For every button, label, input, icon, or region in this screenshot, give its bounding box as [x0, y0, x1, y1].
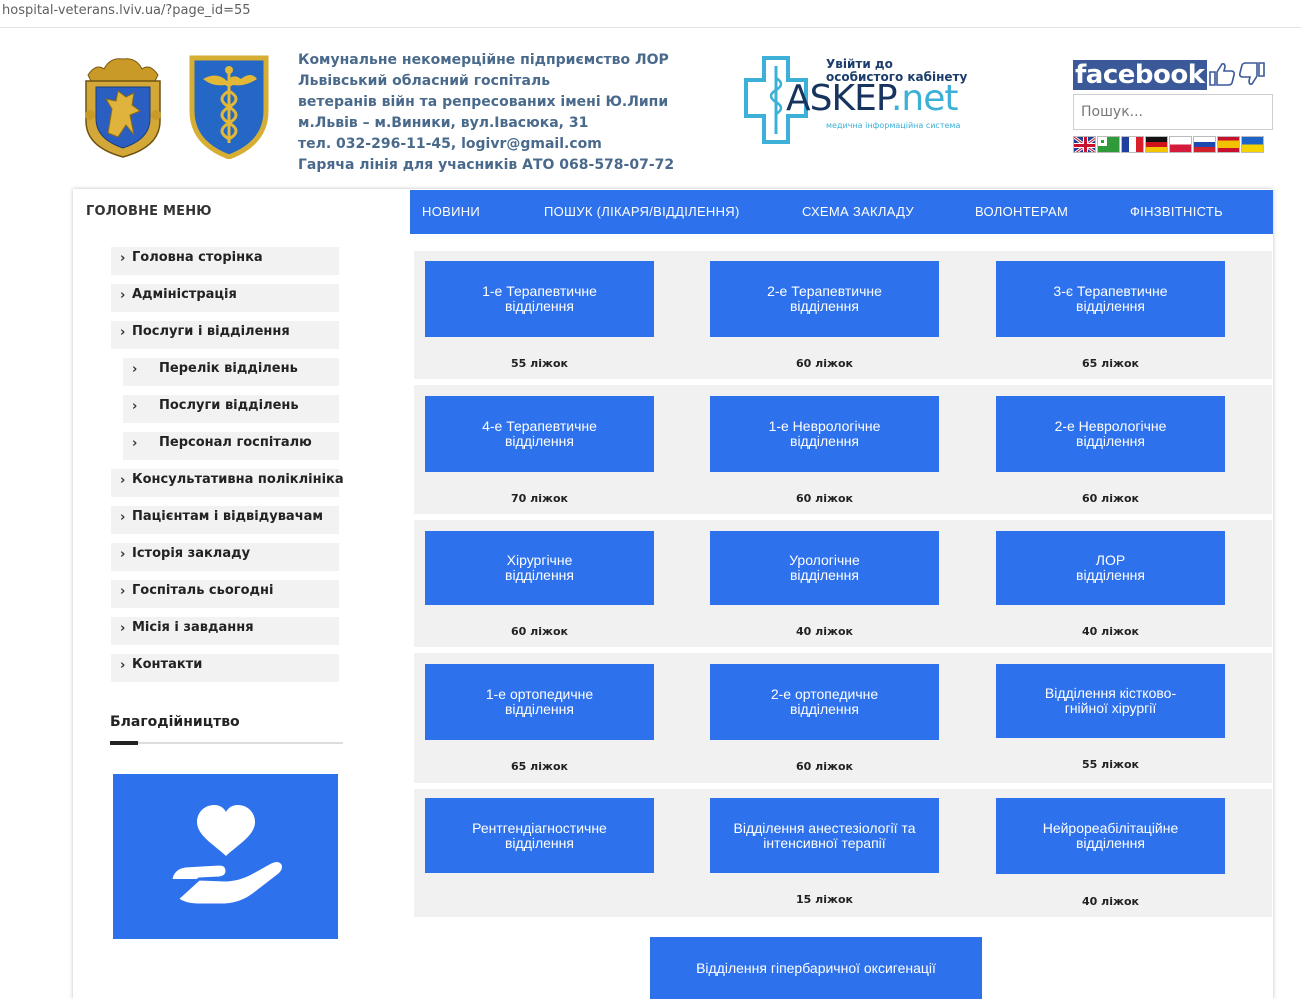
- chevron-right-icon: ›: [120, 658, 126, 673]
- sidebar-item-history[interactable]: [111, 543, 339, 571]
- department-label: Відділення анестезіології та: [733, 819, 916, 836]
- sidebar-item-label: Місія і завдання: [132, 620, 254, 635]
- address-bar[interactable]: [0, 0, 1301, 28]
- chevron-right-icon: ›: [120, 288, 126, 303]
- sidebar-item-label: Послуги відділень: [159, 398, 299, 413]
- bed-count: 40 ліжок: [1082, 625, 1139, 638]
- askep-cabinet-line1: Увійти до: [826, 57, 893, 71]
- bed-count: 15 ліжок: [796, 893, 853, 906]
- sidebar-title: ГОЛОВНЕ МЕНЮ: [86, 204, 212, 219]
- department-button[interactable]: [996, 664, 1225, 738]
- department-label: відділення: [789, 701, 859, 717]
- charity-banner[interactable]: [113, 774, 338, 939]
- department-label: відділення: [504, 298, 574, 314]
- sidebar-item-today[interactable]: [111, 580, 339, 608]
- department-button[interactable]: [425, 531, 654, 605]
- bed-count: 65 ліжок: [1082, 357, 1139, 370]
- facebook-link[interactable]: facebook: [1075, 60, 1205, 90]
- department-button[interactable]: [996, 261, 1225, 337]
- department-button[interactable]: [425, 664, 654, 740]
- sidebar-item-label: Консультативна поліклініка: [132, 472, 344, 487]
- info-line: ветеранів війн та репресованих імені Ю.Липи: [298, 94, 669, 110]
- charity-divider-accent: [110, 741, 138, 745]
- askep-brand-main: ASKEP: [786, 78, 891, 119]
- nav-facility-map[interactable]: СХЕМА ЗАКЛАДУ: [802, 204, 914, 219]
- charity-divider: [110, 742, 343, 744]
- charity-title: Благодійництво: [110, 714, 240, 730]
- top-navigation: [410, 190, 1273, 234]
- department-label: 1-е Терапевтичне: [482, 283, 597, 299]
- chevron-right-icon: ›: [120, 325, 126, 340]
- department-label: відділення: [1076, 433, 1145, 449]
- chevron-right-icon: ›: [120, 510, 126, 525]
- department-button[interactable]: [710, 396, 939, 472]
- sidebar-item-services[interactable]: [111, 321, 339, 349]
- department-label: 1-е Неврологічне: [768, 418, 881, 434]
- department-button[interactable]: [996, 531, 1225, 605]
- sidebar-item-label: Госпіталь сьогодні: [132, 583, 274, 598]
- sidebar-item-home[interactable]: [111, 247, 339, 275]
- flag-pl-icon[interactable]: [1169, 136, 1192, 153]
- department-button[interactable]: [710, 664, 939, 740]
- flag-uk-icon[interactable]: [1241, 136, 1264, 153]
- sidebar-item-label: Контакти: [132, 657, 203, 672]
- heart-in-hand-icon: [113, 774, 338, 939]
- department-label: гнійної хірургії: [1064, 700, 1157, 716]
- department-label: Відділення кістково-: [1044, 685, 1177, 701]
- department-label: 3-є Терапевтичне: [1053, 283, 1168, 299]
- bed-count: 40 ліжок: [796, 625, 853, 638]
- chevron-right-icon: ›: [132, 436, 138, 451]
- sidebar-item-label: Послуги і відділення: [132, 324, 290, 339]
- department-label: 4-е Терапевтичне: [482, 418, 597, 434]
- sidebar-item-patients[interactable]: [111, 506, 339, 534]
- flag-en-icon[interactable]: [1073, 136, 1096, 153]
- bed-count: 70 ліжок: [511, 492, 568, 505]
- department-label: відділення: [504, 433, 574, 449]
- bed-count: 60 ліжок: [796, 760, 853, 773]
- sidebar-item-label: Головна сторінка: [132, 250, 263, 265]
- department-label: Відділення гіпербаричної оксигенації: [696, 960, 936, 976]
- flag-ru-icon[interactable]: [1193, 136, 1216, 153]
- bed-count: 60 ліжок: [796, 492, 853, 505]
- department-button[interactable]: [710, 798, 939, 873]
- sidebar-item-administration[interactable]: [111, 284, 339, 312]
- department-button[interactable]: [710, 531, 939, 605]
- askep-brand: [786, 78, 957, 119]
- department-label: відділення: [790, 433, 859, 449]
- department-label: 2-е ортопедичне: [770, 686, 879, 702]
- sidebar-subitem-department-services[interactable]: [123, 395, 339, 423]
- department-label: відділення: [789, 567, 859, 583]
- bed-count: 40 ліжок: [1082, 895, 1139, 908]
- department-label: відділення: [504, 834, 574, 851]
- url-text: hospital-veterans.lviv.ua/?page_id=55: [2, 3, 251, 18]
- sidebar-item-label: Перелік відділень: [159, 361, 298, 376]
- search-input[interactable]: Пошук...: [1073, 94, 1273, 130]
- oblast-coat-of-arms-icon: [82, 55, 164, 160]
- flag-eo-icon[interactable]: [1097, 136, 1120, 153]
- sidebar-item-label: Історія закладу: [132, 546, 251, 561]
- nav-search-doctor[interactable]: ПОШУК (ЛІКАРЯ/ВІДДІЛЕННЯ): [544, 204, 740, 219]
- thumbs-down-icon[interactable]: [1238, 61, 1266, 92]
- bed-count: 60 ліжок: [1082, 492, 1139, 505]
- sidebar-subitem-staff[interactable]: [123, 432, 339, 460]
- department-label: інтенсивної терапії: [763, 834, 886, 851]
- bed-count: 60 ліжок: [511, 625, 568, 638]
- chevron-right-icon: ›: [132, 362, 138, 377]
- department-label: відділення: [1076, 567, 1145, 583]
- department-button[interactable]: [996, 396, 1225, 472]
- hyperbaric-department-button[interactable]: [650, 937, 982, 999]
- sidebar-item-mission[interactable]: [111, 617, 339, 645]
- language-flags: [1073, 136, 1265, 153]
- department-label: 2-е Неврологічне: [1054, 418, 1167, 434]
- hospital-info: [298, 50, 678, 176]
- department-button[interactable]: [710, 261, 939, 337]
- chevron-right-icon: ›: [120, 251, 126, 266]
- sidebar-item-label: Адміністрація: [132, 287, 237, 302]
- nav-news[interactable]: НОВИНИ: [422, 204, 481, 219]
- department-button[interactable]: [425, 798, 654, 873]
- sidebar-item-label: Персонал госпіталю: [159, 435, 312, 450]
- department-label: Нейрореабілітаційне: [1042, 820, 1179, 836]
- info-line: тел. 032-296-11-45, logivr@gmail.com: [298, 136, 602, 152]
- sidebar-item-contacts[interactable]: [111, 654, 339, 682]
- info-line: Гаряча лінія для учасників АТО 068-578-07-72: [298, 157, 675, 173]
- flag-fr-icon[interactable]: [1121, 136, 1144, 153]
- department-button[interactable]: [425, 396, 654, 472]
- askep-brand-suffix: .net: [890, 78, 958, 119]
- caduceus-emblem-icon: [189, 55, 269, 159]
- nav-volunteers[interactable]: ВОЛОНТЕРАМ: [975, 204, 1069, 219]
- department-label: відділення: [789, 298, 859, 314]
- department-label: 1-е ортопедичне: [485, 686, 594, 702]
- chevron-right-icon: ›: [132, 399, 138, 414]
- bed-count: 55 ліжок: [1082, 758, 1139, 771]
- sidebar-item-label: Пацієнтам і відвідувачам: [132, 509, 324, 524]
- flag-es-icon[interactable]: [1217, 136, 1240, 153]
- flag-de-icon[interactable]: [1145, 136, 1168, 153]
- info-line: Комунальне некомерційне підприємство ЛОР: [298, 52, 669, 68]
- askep-subtitle: медична інформаційна система: [826, 121, 961, 130]
- department-label: Урологічне: [789, 552, 860, 568]
- chevron-right-icon: ›: [120, 621, 126, 636]
- chevron-right-icon: ›: [120, 473, 126, 488]
- bed-count: 65 ліжок: [511, 760, 568, 773]
- department-label: відділення: [1076, 298, 1145, 314]
- askep-cabinet-link[interactable]: [744, 56, 968, 144]
- nav-financial-reports[interactable]: ФІНЗВІТНІСТЬ: [1130, 204, 1223, 219]
- info-line: м.Львів – м.Виники, вул.Івасюка, 31: [298, 115, 589, 131]
- chevron-right-icon: ›: [120, 547, 126, 562]
- department-label: Рентгендіагностичне: [472, 819, 607, 836]
- thumbs-up-icon[interactable]: [1208, 61, 1236, 92]
- department-label: відділення: [1075, 835, 1145, 851]
- sidebar-item-polyclinic[interactable]: [111, 469, 344, 497]
- department-button[interactable]: [425, 261, 654, 337]
- department-label: 2-е Терапевтичне: [767, 283, 882, 299]
- department-label: відділення: [504, 701, 574, 717]
- askep-cabinet-line2: особистого кабінету: [826, 70, 968, 84]
- department-label: відділення: [505, 567, 574, 583]
- department-button[interactable]: [996, 798, 1225, 874]
- bed-count: 55 ліжок: [511, 357, 568, 370]
- department-label: ЛОР: [1095, 552, 1126, 568]
- bed-count: 60 ліжок: [796, 357, 853, 370]
- department-label: Хірургічне: [506, 552, 573, 568]
- info-line: Львівський обласний госпіталь: [298, 73, 551, 89]
- sidebar-subitem-department-list[interactable]: [123, 358, 339, 386]
- chevron-right-icon: ›: [120, 584, 126, 599]
